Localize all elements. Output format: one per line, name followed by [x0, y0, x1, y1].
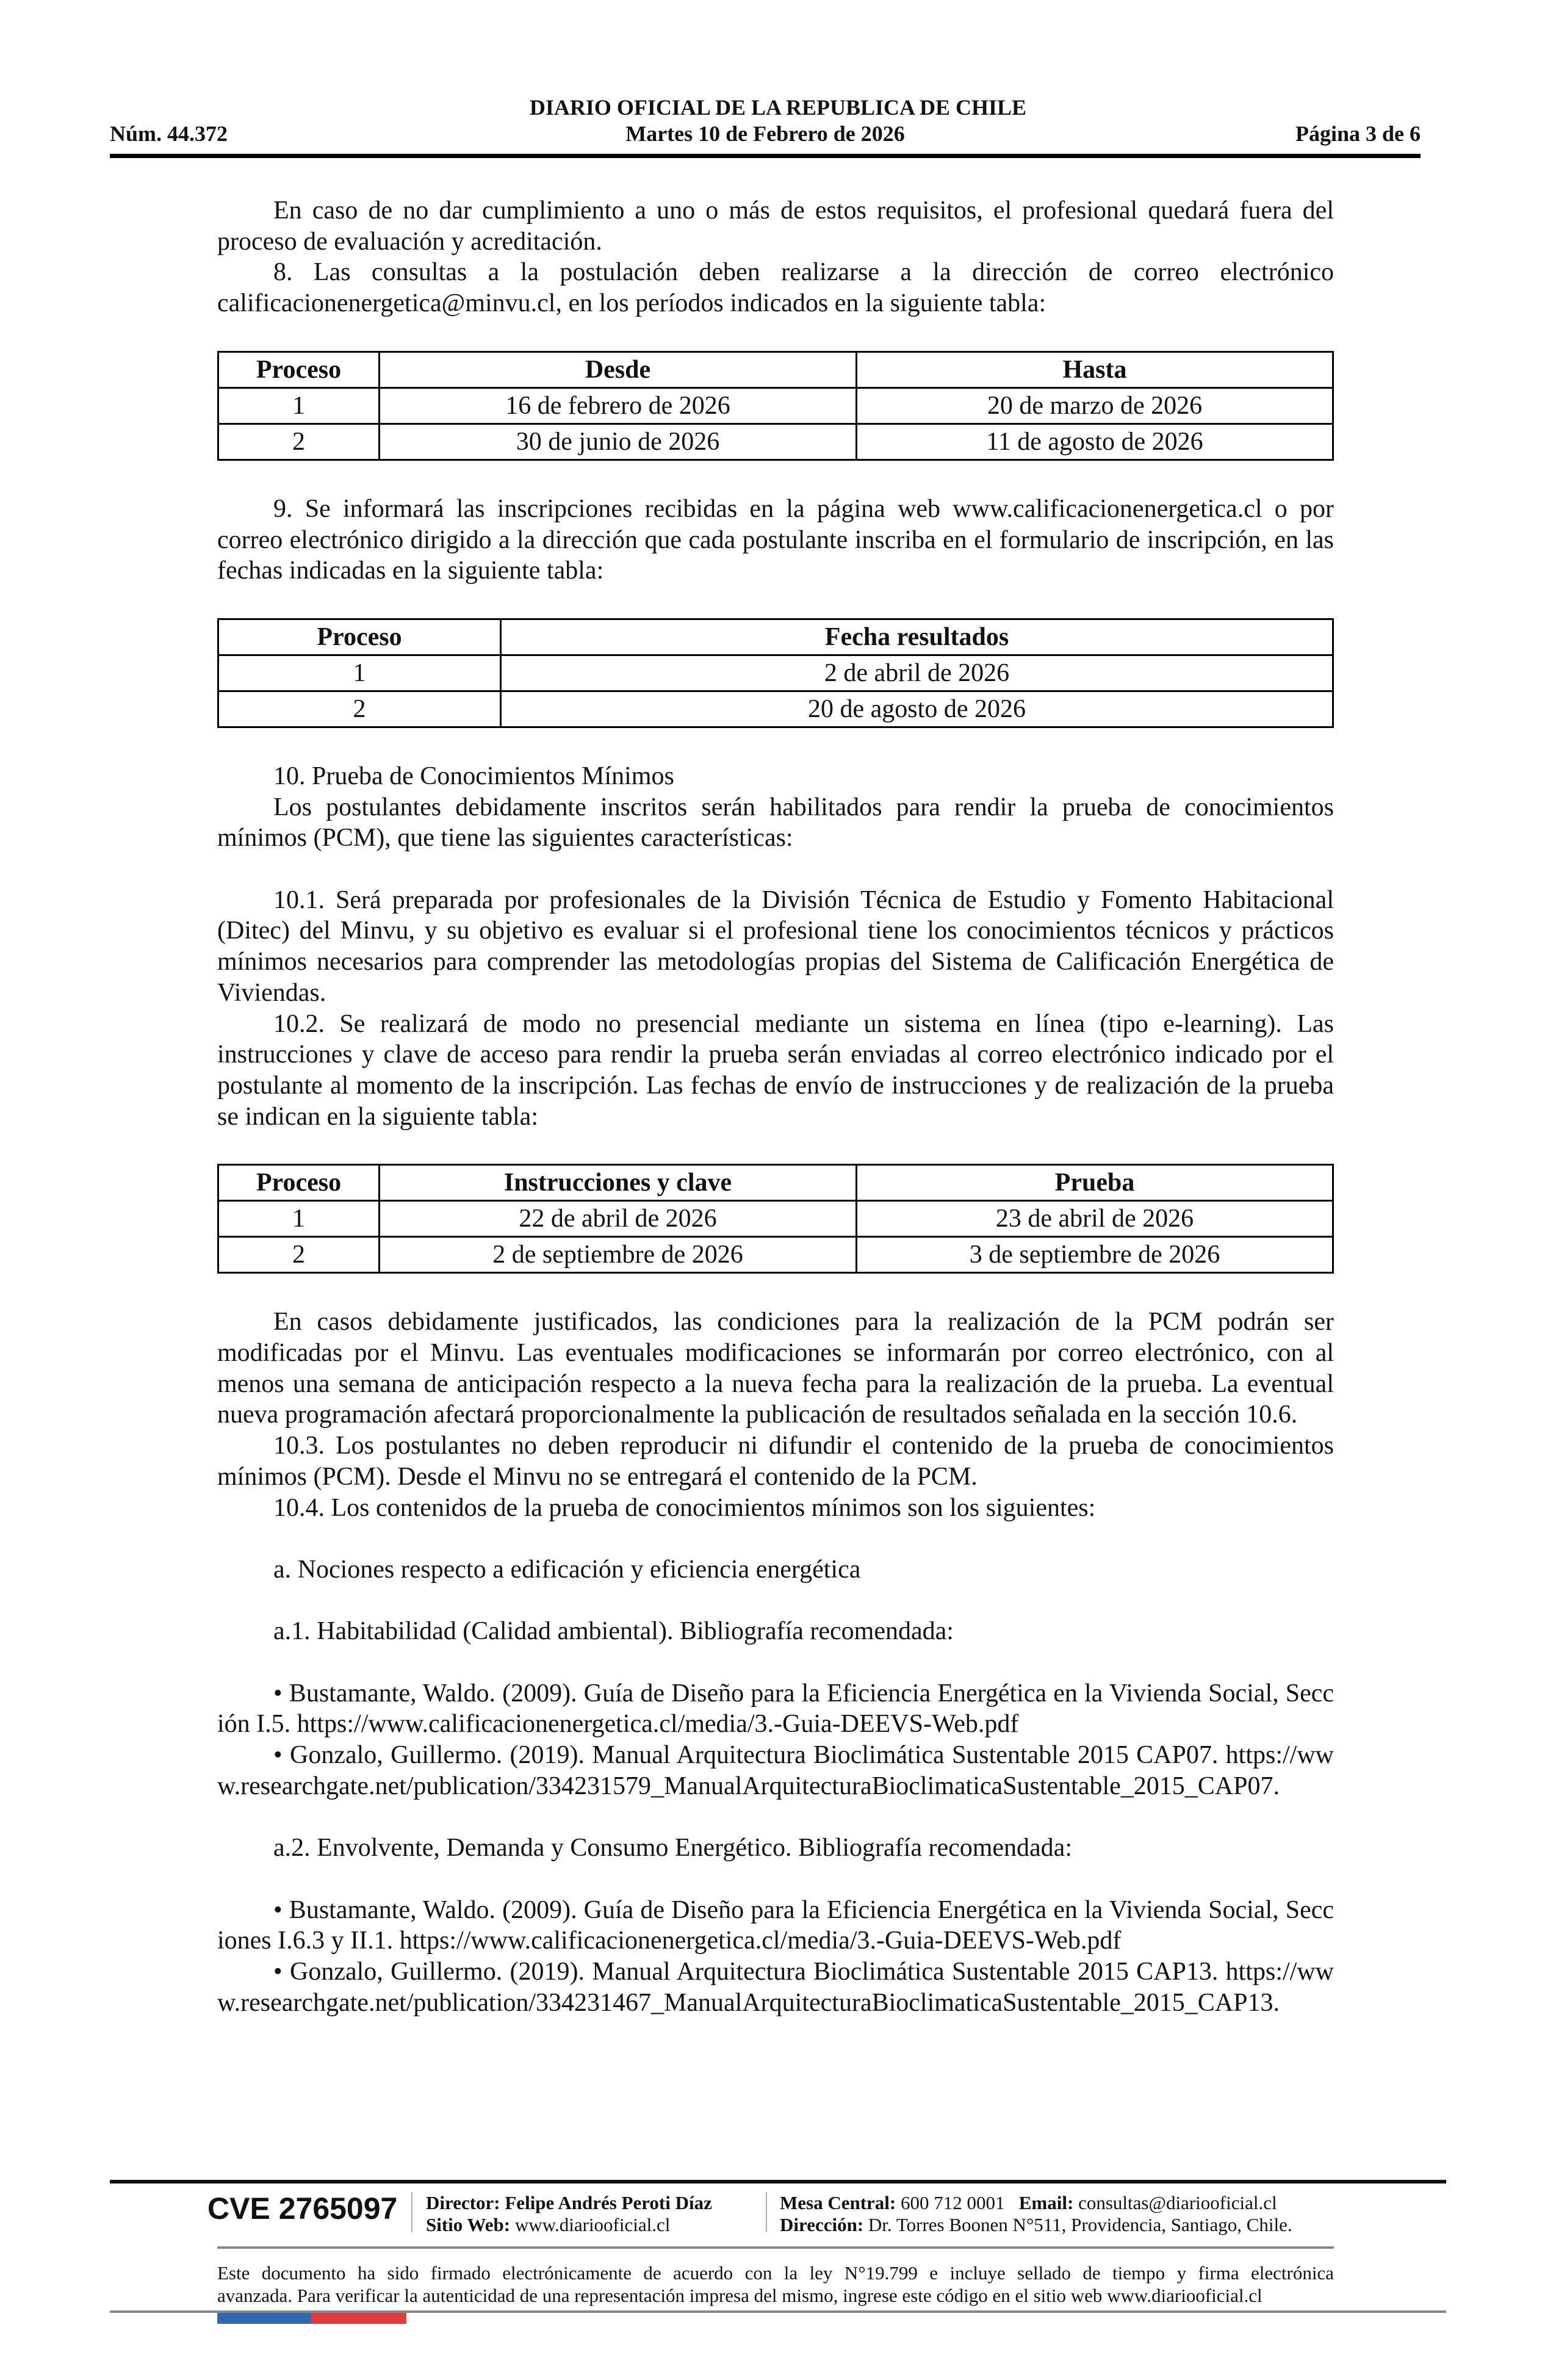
paragraph: 10.1. Será preparada por profesionales de la División Técnica de Estudio y Fomento Habitacional (Ditec) del Minvu, y su objetivo es evaluar si el profesional tiene los conocimientos técnicos y prácticos mínimos necesarios para comprender las metodologías propias del Sistema de Calificación Energética de Viviendas.: [217, 885, 1334, 1007]
table-cell: 2: [218, 691, 501, 727]
table-row: [218, 1237, 1333, 1273]
table-cell: 2: [218, 1237, 380, 1273]
legal-line: Este documento ha sido firmado electrónicamente de acuerdo con la ley N°19.799 e incluye sellado de tiempo y firma electrónica: [217, 2262, 1334, 2284]
paragraph: a.2. Envolvente, Demanda y Consumo Energético. Bibliografía recomendada:: [273, 1834, 1072, 1863]
footer-divider: [110, 2180, 1446, 2183]
table-row: [218, 691, 1333, 727]
email-link[interactable]: consultas@diariooficial.cl: [1078, 2192, 1277, 2213]
issue-number: Núm. 44.372: [110, 121, 228, 146]
table-row: [218, 388, 1333, 424]
document-body: [217, 195, 1334, 2018]
table-header: Fecha resultados: [501, 619, 1333, 655]
table-cell: 23 de abril de 2026: [857, 1201, 1333, 1237]
table-header: Proceso: [218, 1165, 380, 1201]
table-cell: 2: [218, 424, 380, 460]
paragraph: 10.3. Los postulantes no deben reproducir ni difundir el contenido de la prueba de conocimientos mínimos (PCM). Desde el Minvu no se entregará el contenido de la PCM.: [217, 1432, 1334, 1491]
table-header: Desde: [380, 352, 857, 388]
results-dates-table: [217, 618, 1334, 728]
phone: 600 712 0001: [901, 2192, 1005, 2213]
bibliography-item: • Gonzalo, Guillermo. (2019). Manual Arquitectura Bioclimática Sustentable 2015 CAP13. https://www.researchgate.net/publication/334231467_ManualArquitecturaBioclimaticaSustentable_2015_CAP13.: [217, 1958, 1334, 2017]
section-heading: 10. Prueba de Conocimientos Mínimos: [273, 762, 674, 790]
label: Mesa Central:: [780, 2192, 896, 2213]
footer-separator: [766, 2192, 767, 2232]
footer-divider: [217, 2246, 1334, 2249]
bibliography-item: • Bustamante, Waldo. (2009). Guía de Diseño para la Eficiencia Energética en la Vivienda Social, Sección I.5. https://www.calificacionenergetica.cl/media/3.-Guia-DEEVS-Web.pdf: [217, 1679, 1334, 1739]
bibliography-item: • Bustamante, Waldo. (2009). Guía de Diseño para la Eficiencia Energética en la Vivienda Social, Secciones I.6.3 y II.1. https://www.calificacionenergetica.cl/media/3.-Guia-DEEVS-Web.pdf: [217, 1895, 1334, 1955]
table-cell: 2 de abril de 2026: [501, 655, 1333, 691]
table-header: Proceso: [218, 352, 380, 388]
header-divider: [110, 154, 1421, 158]
table-cell: 30 de junio de 2026: [380, 424, 857, 460]
table-cell: 16 de febrero de 2026: [380, 388, 857, 424]
cve-code: CVE 2765097: [207, 2191, 398, 2226]
flag-stripe-red: [311, 2313, 406, 2324]
director-name: Felipe Andrés Peroti Díaz: [505, 2192, 712, 2213]
paragraph: Los postulantes debidamente inscritos serán habilitados para rendir la prueba de conocimientos mínimos (PCM), que tiene las siguientes características:: [217, 793, 1334, 853]
label: Email:: [1018, 2192, 1074, 2213]
test-dates-table: [217, 1164, 1334, 1274]
table-row: [218, 655, 1333, 691]
label: Dirección:: [780, 2214, 864, 2235]
table-cell: 22 de abril de 2026: [380, 1201, 857, 1237]
paragraph: a. Nociones respecto a edificación y eficiencia energética: [273, 1555, 861, 1584]
table-cell: 2 de septiembre de 2026: [380, 1237, 857, 1273]
paragraph: 9. Se informará las inscripciones recibidas en la página web www.calificacionenergetica.cl o por correo electrónico dirigido a la dirección que cada postulante inscriba en el formulario de inscripción, en las fechas indicadas en la siguiente tabla:: [217, 494, 1334, 585]
paragraph: 10.2. Se realizará de modo no presencial mediante un sistema en línea (tipo e-learning). Las instrucciones y clave de acceso para rendir la prueba serán enviadas al correo electrónico indicado por el postulante al momento de la inscripción. Las fechas de envío de instrucciones y de realización de la prueba se indican en la siguiente tabla:: [217, 1009, 1334, 1131]
legal-line: avanzada. Para verificar la autenticidad de una representación impresa del mismo, ingrese este código en el sitio web www.diariooficial.cl: [217, 2285, 1262, 2306]
website-link[interactable]: www.diariooficial.cl: [514, 2214, 671, 2235]
label: Sitio Web:: [426, 2214, 511, 2235]
paragraph: 10.4. Los contenidos de la prueba de conocimientos mínimos son los siguientes:: [273, 1493, 1096, 1522]
address: Dr. Torres Boonen N°511, Providencia, Santiago, Chile.: [868, 2214, 1292, 2235]
footer-contact-block: [780, 2192, 1292, 2236]
bibliography-item: • Gonzalo, Guillermo. (2019). Manual Arquitectura Bioclimática Sustentable 2015 CAP07. https://www.researchgate.net/publication/334231579_ManualArquitecturaBioclimaticaSustentable_2015_CAP07.: [217, 1741, 1334, 1800]
table-header: Instrucciones y clave: [380, 1165, 857, 1201]
paragraph: En caso de no dar cumplimiento a uno o más de estos requisitos, el profesional quedará fuera del proceso de evaluación y acreditación.: [217, 197, 1334, 256]
consultation-periods-table: [217, 351, 1334, 461]
table-cell: 1: [218, 1201, 380, 1237]
table-row: [218, 1201, 1333, 1237]
paragraph: 8. Las consultas a la postulación deben realizarse a la dirección de correo electrónico calificacionenergetica@minvu.cl, en los períodos indicados en la siguiente tabla:: [217, 258, 1334, 318]
label: Director:: [426, 2192, 500, 2213]
page-number: Página 3 de 6: [1295, 121, 1421, 146]
footer-director-block: [426, 2192, 712, 2236]
table-header: Proceso: [218, 619, 501, 655]
table-row: [218, 424, 1333, 460]
publication-title: DIARIO OFICIAL DE LA REPUBLICA DE CHILE: [529, 95, 1027, 120]
table-header: Hasta: [857, 352, 1333, 388]
table-cell: 11 de agosto de 2026: [857, 424, 1333, 460]
table-cell: 20 de agosto de 2026: [501, 691, 1333, 727]
table-cell: 20 de marzo de 2026: [857, 388, 1333, 424]
header-row: [110, 121, 1421, 146]
legal-notice: [217, 2262, 1334, 2307]
paragraph: En casos debidamente justificados, las condiciones para la realización de la PCM podrán ser modificadas por el Minvu. Las eventuales modificaciones se informarán por correo electrónico, con al menos una semana de anticipación respecto a la nueva fecha para la realización de la prueba. La eventual nueva programación afectará proporcionalmente la publicación de resultados señalada en la sección 10.6.: [217, 1308, 1334, 1429]
footer-separator: [411, 2192, 412, 2232]
table-cell: 1: [218, 388, 380, 424]
flag-stripe-blue: [217, 2313, 311, 2324]
table-header: Prueba: [857, 1165, 1333, 1201]
table-cell: 1: [218, 655, 501, 691]
paragraph: a.1. Habitabilidad (Calidad ambiental). Bibliografía recomendada:: [273, 1617, 954, 1646]
issue-date: Martes 10 de Febrero de 2026: [625, 121, 905, 146]
table-cell: 3 de septiembre de 2026: [857, 1237, 1333, 1273]
